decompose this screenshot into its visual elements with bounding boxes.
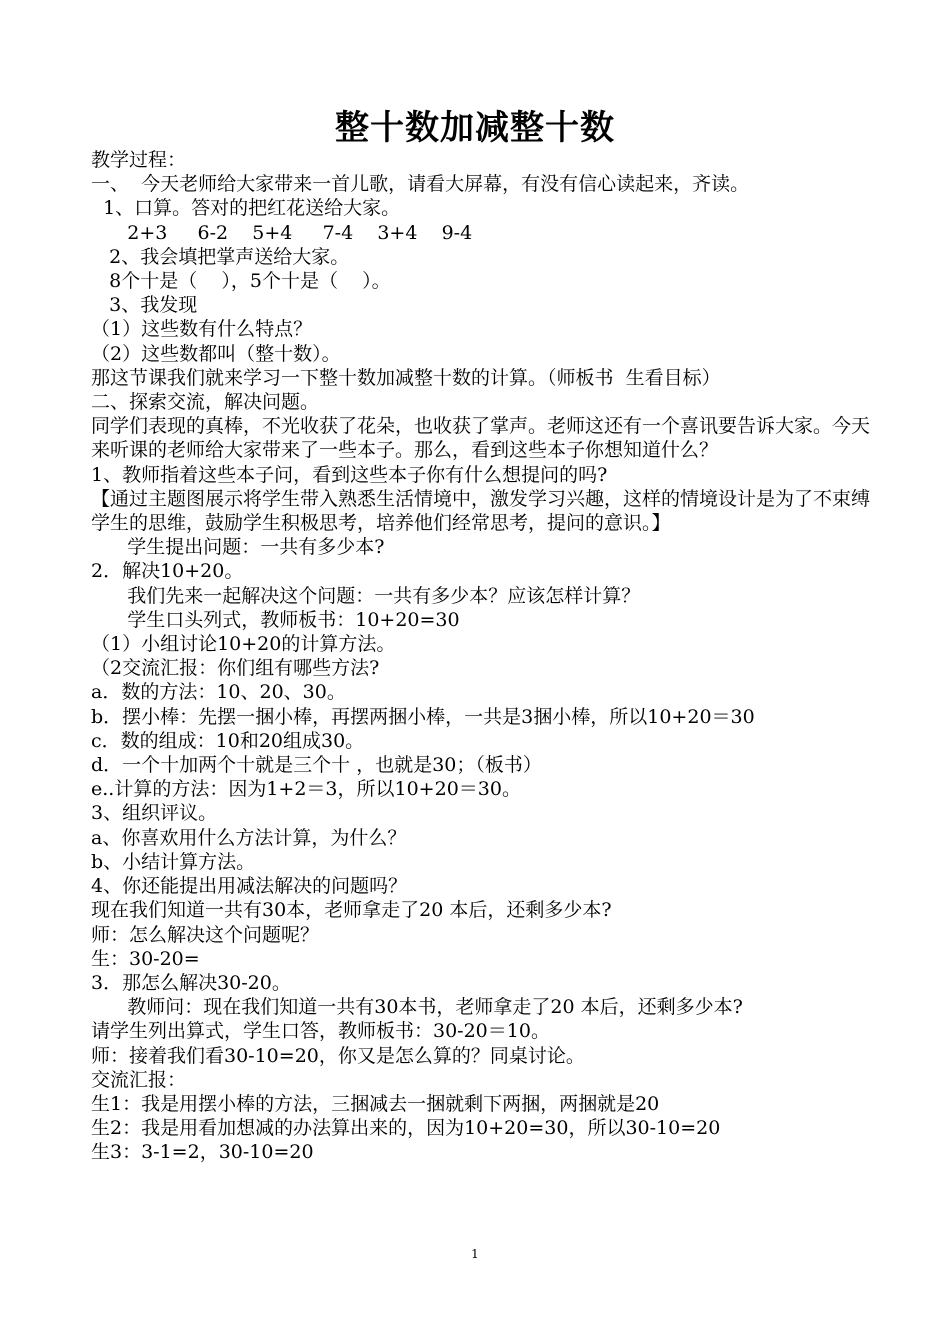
- text-line: （1）小组讨论10+20的计算方法。: [91, 633, 396, 656]
- text-line: b．摆小棒：先摆一捆小棒，再摆两捆小棒，一共是3捆小棒，所以10+20＝30: [91, 705, 755, 728]
- text-line: 教学过程：: [91, 149, 187, 171]
- text-line: 2．解决10+20。: [91, 560, 244, 583]
- text-line: a、你喜欢用什么方法计算，为什么？: [91, 826, 407, 849]
- text-line: 学生提出问题：一共有多少本?: [91, 536, 385, 559]
- text-line: 8个十是（ ），5个十是（ ）。: [91, 270, 391, 293]
- text-line: 教师问：现在我们知道一共有30本书，老师拿走了20 本后，还剩多少本?: [91, 996, 743, 1019]
- document-body: [91, 148, 871, 1165]
- text-line: 生1：我是用摆小棒的方法，三捆减去一捆就剩下两捆，两捆就是20: [91, 1092, 660, 1115]
- text-line: c．数的组成：10和20组成30。: [91, 729, 365, 752]
- text-line: 生：30-20=: [91, 947, 200, 970]
- text-line: 生3：3-1=2，30-10=20: [91, 1141, 314, 1164]
- text-line: 3、组织评议。: [91, 802, 218, 825]
- text-line: 交流汇报：: [91, 1068, 187, 1091]
- text-line: e..计算的方法：因为1+2＝3，所以10+20＝30。: [91, 778, 521, 801]
- text-paragraph: 同学们表现的真棒，不光收获了花朵，也收获了掌声。老师这还有一个喜讯要告诉大家。今天来听课的老师给大家带来了一些本子。那么，看到这些本子你想知道什么？: [91, 415, 871, 462]
- text-line: 学生口头列式，教师板书：10+20=30: [91, 608, 460, 631]
- text-line: 1、教师指着这些本子问，看到这些本子你有什么想提问的吗?: [91, 463, 608, 486]
- text-line: （1）这些数有什么特点？: [91, 318, 313, 341]
- text-line: 生2：我是用看加想减的办法算出来的，因为10+20=30，所以30-10=20: [91, 1117, 721, 1140]
- text-line: d．一个十加两个十就是三个十 ，也就是30；（板书）: [91, 754, 542, 777]
- page-number: 1: [471, 1247, 479, 1261]
- text-line: （2）这些数都叫（整十数）。: [91, 342, 341, 365]
- text-line: 我们先来一起解决这个问题：一共有多少本？应该怎样计算？: [91, 584, 641, 607]
- text-line: 那这节课我们就来学习一下整十数加减整十数的计算。（师板书 生看目标）: [91, 366, 721, 389]
- text-line: 1、口算。答对的把红花送给大家。: [91, 197, 401, 220]
- text-line: 二、探索交流，解决问题。: [91, 391, 320, 414]
- text-paragraph: 【通过主题图展示将学生带入熟悉生活情境中，激发学习兴趣，这样的情境设计是为了不束缚学生的思维，鼓励学生积极思考，培养他们经常思考，提问的意识。】: [91, 487, 871, 535]
- text-line: 2+3 6-2 5+4 7-4 3+4 9-4: [91, 221, 473, 244]
- text-line: 师：怎么解决这个问题呢？: [91, 923, 320, 946]
- text-line: 3．那怎么解决30-20。: [91, 971, 291, 994]
- text-line: b、小结计算方法。: [91, 850, 256, 873]
- text-line: 4、你还能提出用减法解决的问题吗？: [91, 875, 408, 898]
- text-line: 一、 今天老师给大家带来一首儿歌，请看大屏幕，有没有信心读起来，齐读。: [91, 173, 750, 196]
- text-line: a．数的方法：10、20、30。: [91, 681, 346, 704]
- text-line: （2交流汇报：你们组有哪些方法?: [91, 657, 380, 680]
- text-line: 3、我发现: [91, 294, 198, 317]
- document-title: 整十数加减整十数: [335, 108, 615, 148]
- text-line: 师：接着我们看30-10=20，你又是怎么算的？同桌讨论。: [91, 1044, 585, 1067]
- text-line: 2、我会填把掌声送给大家。: [91, 245, 350, 268]
- text-line: 现在我们知道一共有30本，老师拿走了20 本后，还剩多少本?: [91, 899, 612, 922]
- text-line: 请学生列出算式，学生口答，教师板书：30-20＝10。: [91, 1020, 550, 1043]
